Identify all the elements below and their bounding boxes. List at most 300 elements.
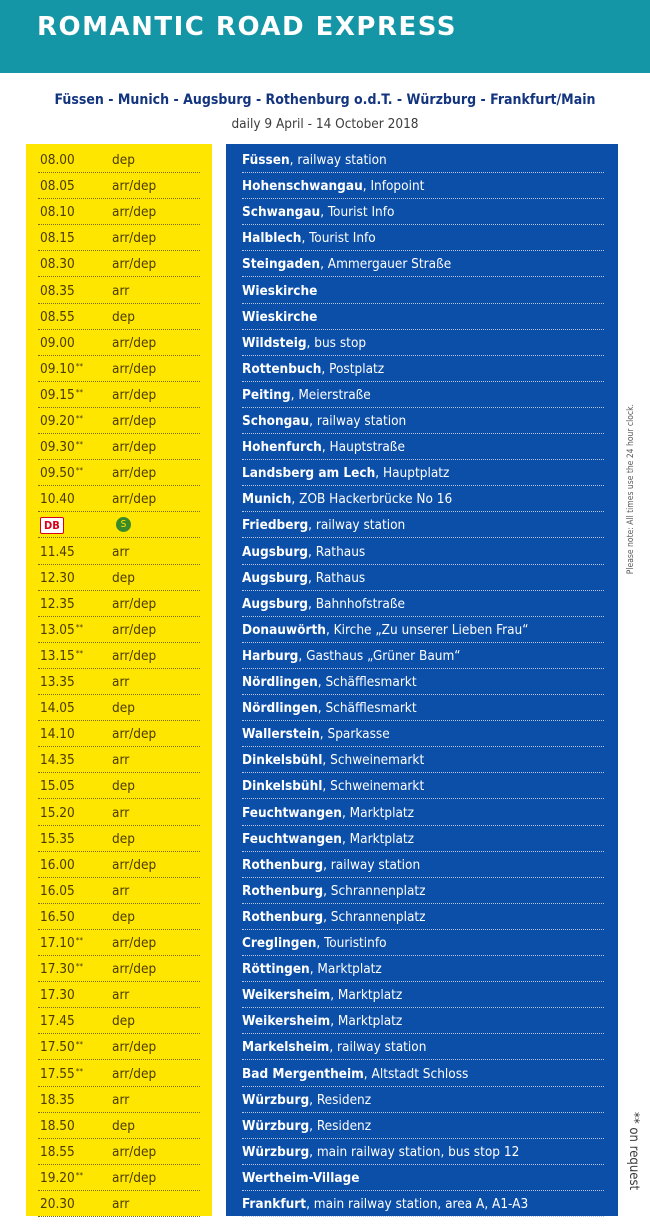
stop-location: , Meierstraße — [290, 387, 371, 403]
arr-dep-label: arr — [112, 1092, 130, 1108]
stop-cell — [242, 618, 604, 643]
departure-time — [40, 774, 75, 798]
departure-time — [40, 670, 75, 694]
departure-time — [40, 827, 75, 851]
stop-cell — [242, 1114, 604, 1139]
stop-location: , Ammergauer Straße — [320, 256, 452, 272]
time-cell — [38, 827, 200, 852]
time-cell — [38, 1192, 200, 1217]
arr-dep-label: arr/dep — [112, 335, 157, 351]
arr-dep-label: dep — [112, 309, 135, 325]
arr-dep-label: arr/dep — [112, 491, 157, 507]
time-value: 19.20 — [40, 1170, 75, 1186]
time-cell — [38, 1166, 200, 1191]
stop-town: Rothenburg — [242, 857, 324, 873]
stop-town: Munich — [242, 491, 292, 507]
time-value: 08.05 — [40, 178, 75, 194]
stop-location: , Residenz — [309, 1118, 372, 1134]
time-cell — [38, 748, 200, 773]
stop-cell — [242, 435, 604, 460]
stop-location: , Infopoint — [362, 178, 425, 194]
stop-town: Weikersheim — [242, 1013, 331, 1029]
stop-town: Wildsteig — [242, 335, 307, 351]
stop-cell — [242, 801, 604, 826]
time-value: 09.50 — [40, 465, 75, 481]
arr-dep-label: arr/dep — [112, 256, 157, 272]
time-cell — [38, 931, 200, 956]
departure-time — [40, 566, 75, 590]
stop-town: Harburg — [242, 648, 299, 664]
departure-time — [40, 435, 83, 459]
time-cell — [38, 1062, 200, 1087]
departure-time — [40, 1192, 75, 1216]
stop-town: Wieskirche — [242, 309, 318, 325]
time-cell — [38, 644, 200, 669]
stop-cell — [242, 331, 604, 356]
departure-time — [40, 200, 75, 224]
arr-dep-label: arr — [112, 752, 130, 768]
arr-dep-label: arr/dep — [112, 1039, 157, 1055]
stop-location: , main railway station, area A, A1-A3 — [306, 1196, 529, 1212]
stop-cell — [242, 1062, 604, 1087]
time-cell — [38, 331, 200, 356]
time-cell — [38, 905, 200, 930]
departure-time — [40, 644, 83, 668]
time-value: 18.35 — [40, 1092, 75, 1108]
header-banner — [0, 0, 650, 73]
stop-cell — [242, 827, 604, 852]
departure-time — [40, 540, 75, 564]
stop-cell — [242, 1088, 604, 1113]
stop-location: , Schäfflesmarkt — [317, 674, 417, 690]
time-cell — [38, 696, 200, 721]
time-value: 14.10 — [40, 726, 75, 742]
time-value: 20.30 — [40, 1196, 75, 1212]
time-value: 18.55 — [40, 1144, 75, 1160]
stop-town: Landsberg am Lech — [242, 465, 376, 481]
time-cell — [38, 566, 200, 591]
arr-dep-label: arr — [112, 883, 130, 899]
on-request-marker: ** — [75, 440, 83, 449]
time-value: 08.00 — [40, 152, 75, 168]
time-cell — [38, 670, 200, 695]
stop-location: , Sparkasse — [319, 726, 390, 742]
time-cell — [38, 774, 200, 799]
departure-time — [40, 748, 75, 772]
arr-dep-label: arr/dep — [112, 961, 157, 977]
departure-time — [40, 696, 75, 720]
time-cell — [38, 618, 200, 643]
stop-town: Markelsheim — [242, 1039, 330, 1055]
time-value: 10.40 — [40, 491, 75, 507]
stop-location: , railway station — [309, 413, 407, 429]
arr-dep-label: arr/dep — [112, 387, 157, 403]
arr-dep-label: arr/dep — [112, 204, 157, 220]
time-value: 18.50 — [40, 1118, 75, 1134]
time-cell — [38, 409, 200, 434]
on-request-marker: ** — [75, 362, 83, 371]
arr-dep-label: dep — [112, 909, 135, 925]
arr-dep-label: dep — [112, 570, 135, 586]
stop-location: , railway station — [289, 152, 387, 168]
stop-cell — [242, 513, 604, 538]
time-cell — [38, 983, 200, 1008]
stop-cell — [242, 383, 604, 408]
stop-town: Peiting — [242, 387, 291, 403]
arr-dep-label: arr/dep — [112, 596, 157, 612]
time-cell — [38, 513, 200, 538]
time-cell — [38, 487, 200, 512]
departure-time — [40, 931, 83, 955]
time-value: 13.35 — [40, 674, 75, 690]
stop-cell — [242, 357, 604, 382]
departure-time — [40, 853, 75, 877]
stop-town: Wertheim-Village — [242, 1170, 360, 1186]
stop-location: , Rathaus — [308, 570, 366, 586]
stop-location: , Rathaus — [308, 544, 366, 560]
departure-time — [40, 905, 75, 929]
on-request-marker: ** — [75, 649, 83, 658]
route-subtitle: Füssen - Munich - Augsburg - Rothenburg o.d.T. - Würzburg - Frankfurt/Main — [54, 92, 596, 108]
arr-dep-label: arr/dep — [112, 361, 157, 377]
stop-town: Wieskirche — [242, 283, 318, 299]
stop-cell — [242, 174, 604, 199]
departure-time — [40, 1166, 83, 1190]
stop-location: , Marktplatz — [330, 987, 403, 1003]
stop-cell — [242, 1035, 604, 1060]
departure-time — [40, 331, 75, 355]
time-cell — [38, 174, 200, 199]
stop-town: Nördlingen — [242, 674, 318, 690]
departure-time — [40, 357, 83, 381]
stop-location: , bus stop — [306, 335, 367, 351]
stop-town: Hohenfurch — [242, 439, 322, 455]
time-value: 11.45 — [40, 544, 75, 560]
stop-location: , Schrannenplatz — [323, 883, 426, 899]
stop-town: Röttingen — [242, 961, 310, 977]
stop-location: , Hauptplatz — [375, 465, 450, 481]
time-cell — [38, 226, 200, 251]
stop-location: , railway station — [329, 1039, 427, 1055]
stop-town: Augsburg — [242, 544, 309, 560]
time-value: 09.20 — [40, 413, 75, 429]
arr-dep-label: arr — [112, 283, 130, 299]
stop-town: Creglingen — [242, 935, 317, 951]
departure-time — [40, 279, 75, 303]
departure-time — [40, 1035, 83, 1059]
arr-dep-label: dep — [112, 700, 135, 716]
on-request-marker: ** — [75, 414, 83, 423]
time-value: 17.45 — [40, 1013, 75, 1029]
stop-town: Augsburg — [242, 596, 309, 612]
stop-location: , Bahnhofstraße — [308, 596, 405, 612]
arr-dep-label: arr/dep — [112, 465, 157, 481]
time-value: 08.55 — [40, 309, 75, 325]
stop-cell — [242, 696, 604, 721]
on-request-marker: ** — [75, 466, 83, 475]
departure-time — [40, 1088, 75, 1112]
stop-location: , Tourist Info — [320, 204, 395, 220]
arr-dep-label: arr/dep — [112, 648, 157, 664]
stop-cell — [242, 279, 604, 304]
24-hour-note: Please note: All times use the 24 hour clock. — [626, 404, 636, 575]
stop-town: Nördlingen — [242, 700, 318, 716]
arr-dep-label: arr — [112, 544, 130, 560]
time-cell — [38, 853, 200, 878]
stop-cell — [242, 1140, 604, 1165]
stop-location: , Schweinemarkt — [322, 752, 425, 768]
time-cell — [38, 1009, 200, 1034]
page-title: ROMANTIC ROAD EXPRESS — [37, 12, 458, 42]
departure-time — [40, 592, 75, 616]
stop-location: , Schrannenplatz — [323, 909, 426, 925]
on-request-marker: ** — [75, 623, 83, 632]
stop-town: Rottenbuch — [242, 361, 322, 377]
stop-location: , Gasthaus „Grüner Baum“ — [298, 648, 461, 664]
stop-cell — [242, 983, 604, 1008]
time-value: 15.35 — [40, 831, 75, 847]
departure-time — [40, 409, 83, 433]
departure-time — [40, 487, 75, 511]
departure-time — [40, 252, 75, 276]
stop-location: , Marktplatz — [330, 1013, 403, 1029]
stop-cell — [242, 774, 604, 799]
departure-time — [40, 148, 75, 172]
time-cell — [38, 879, 200, 904]
on-request-marker: ** — [75, 1067, 83, 1076]
time-value: 14.05 — [40, 700, 75, 716]
arr-dep-label: arr/dep — [112, 622, 157, 638]
stop-town: Donauwörth — [242, 622, 326, 638]
departure-time — [40, 801, 75, 825]
stop-location: , Residenz — [309, 1092, 372, 1108]
arr-dep-label: arr/dep — [112, 439, 157, 455]
time-cell — [38, 200, 200, 225]
stop-location: , Schäfflesmarkt — [317, 700, 417, 716]
time-value: 13.05 — [40, 622, 75, 638]
arr-dep-label: arr/dep — [112, 1170, 157, 1186]
stop-cell — [242, 148, 604, 173]
stop-location: , Tourist Info — [301, 230, 376, 246]
stop-cell — [242, 226, 604, 251]
stop-town: Rothenburg — [242, 883, 324, 899]
stop-location: , Postplatz — [321, 361, 385, 377]
time-value: 15.05 — [40, 778, 75, 794]
arr-dep-label: arr/dep — [112, 413, 157, 429]
time-value: 17.50 — [40, 1039, 75, 1055]
stop-location: , Marktplatz — [309, 961, 382, 977]
time-value: 14.35 — [40, 752, 75, 768]
time-cell — [38, 1140, 200, 1165]
stop-cell — [242, 200, 604, 225]
stop-cell — [242, 305, 604, 330]
time-value: 16.00 — [40, 857, 75, 873]
arr-dep-label: arr/dep — [112, 857, 157, 873]
stop-cell — [242, 1192, 604, 1217]
time-cell — [38, 592, 200, 617]
stop-town: Halblech — [242, 230, 302, 246]
stop-town: Würzburg — [242, 1118, 310, 1134]
stop-town: Hohenschwangau — [242, 178, 363, 194]
stop-town: Augsburg — [242, 570, 309, 586]
departure-time — [40, 722, 75, 746]
time-cell — [38, 1114, 200, 1139]
stop-town: Steingaden — [242, 256, 321, 272]
on-request-note: ** on request — [626, 1112, 641, 1191]
time-value: 17.10 — [40, 935, 75, 951]
arr-dep-label: arr/dep — [112, 1066, 157, 1082]
stop-cell — [242, 252, 604, 277]
stop-town: Füssen — [242, 152, 290, 168]
arr-dep-label: arr/dep — [112, 935, 157, 951]
stop-cell — [242, 879, 604, 904]
stop-cell — [242, 487, 604, 512]
departure-time — [40, 1114, 75, 1138]
time-value: 08.10 — [40, 204, 75, 220]
stop-cell — [242, 931, 604, 956]
stop-town: Wallerstein — [242, 726, 320, 742]
stop-town: Dinkelsbühl — [242, 778, 323, 794]
stop-cell — [242, 1009, 604, 1034]
service-dates: daily 9 April - 14 October 2018 — [231, 116, 419, 132]
departure-time — [40, 983, 75, 1007]
stop-cell — [242, 592, 604, 617]
time-cell — [38, 540, 200, 565]
stop-town: Würzburg — [242, 1092, 310, 1108]
arr-dep-label: dep — [112, 1013, 135, 1029]
stop-location: , Hauptstraße — [321, 439, 405, 455]
time-value: 17.55 — [40, 1066, 75, 1082]
on-request-marker: ** — [75, 388, 83, 397]
time-value: 12.35 — [40, 596, 75, 612]
time-value: 08.30 — [40, 256, 75, 272]
stop-town: Schongau — [242, 413, 310, 429]
stop-town: Schwangau — [242, 204, 321, 220]
time-value: 16.05 — [40, 883, 75, 899]
arr-dep-label: arr — [112, 805, 130, 821]
departure-time — [40, 461, 83, 485]
arr-dep-label: arr/dep — [112, 230, 157, 246]
arr-dep-label: dep — [112, 1118, 135, 1134]
departure-time — [40, 305, 75, 329]
departure-time — [40, 957, 83, 981]
stop-location: , Marktplatz — [341, 805, 415, 821]
departure-time — [40, 383, 83, 407]
arr-dep-label: arr/dep — [112, 178, 157, 194]
stop-cell — [242, 461, 604, 486]
time-value: 17.30 — [40, 961, 75, 977]
stop-town: Friedberg — [242, 517, 309, 533]
stop-town: Weikersheim — [242, 987, 331, 1003]
stop-town: Feuchtwangen — [242, 805, 342, 821]
arr-dep-label: dep — [112, 831, 135, 847]
departure-time — [40, 879, 75, 903]
departure-time — [40, 618, 83, 642]
stop-location: , Altstadt Schloss — [363, 1066, 469, 1082]
time-value: 16.50 — [40, 909, 75, 925]
stop-location: , railway station — [323, 857, 421, 873]
time-value: 09.10 — [40, 361, 75, 377]
departure-time — [40, 1140, 75, 1164]
time-cell — [38, 461, 200, 486]
stop-location: , main railway station, bus stop 12 — [309, 1144, 520, 1160]
stop-town: Frankfurt — [242, 1196, 307, 1212]
stop-location: , Kirche „Zu unserer Lieben Frau“ — [325, 622, 529, 638]
departure-time — [40, 226, 75, 250]
stop-cell — [242, 957, 604, 982]
time-cell — [38, 279, 200, 304]
arr-dep-label: arr/dep — [112, 1144, 157, 1160]
on-request-marker: ** — [75, 1171, 83, 1180]
stop-location: , Schweinemarkt — [322, 778, 425, 794]
stop-cell — [242, 644, 604, 669]
arr-dep-label: arr/dep — [112, 726, 157, 742]
stop-location: , ZOB Hackerbrücke No 16 — [291, 491, 453, 507]
on-request-marker: ** — [75, 1040, 83, 1049]
stop-location: , Marktplatz — [341, 831, 415, 847]
arr-dep-label: arr — [112, 674, 130, 690]
stop-town: Rothenburg — [242, 909, 324, 925]
stop-cell — [242, 853, 604, 878]
time-value: 08.35 — [40, 283, 75, 299]
s-bahn-icon: S — [116, 517, 131, 532]
stop-location: , Touristinfo — [316, 935, 387, 951]
stop-cell — [242, 748, 604, 773]
time-value: 08.15 — [40, 230, 75, 246]
stop-location: , railway station — [308, 517, 406, 533]
time-value: 15.20 — [40, 805, 75, 821]
db-logo-icon: DB — [40, 517, 64, 534]
time-cell — [38, 1088, 200, 1113]
on-request-marker: ** — [75, 936, 83, 945]
stop-town: Bad Mergentheim — [242, 1066, 364, 1082]
arr-dep-label: arr — [112, 1196, 130, 1212]
time-cell — [38, 722, 200, 747]
time-cell — [38, 957, 200, 982]
arr-dep-label: dep — [112, 152, 135, 168]
time-cell — [38, 1035, 200, 1060]
stop-cell — [242, 905, 604, 930]
stop-cell — [242, 670, 604, 695]
time-cell — [38, 357, 200, 382]
time-value: 13.15 — [40, 648, 75, 664]
time-cell — [38, 435, 200, 460]
time-value: 09.30 — [40, 439, 75, 455]
on-request-marker: ** — [75, 962, 83, 971]
time-value: 09.00 — [40, 335, 75, 351]
departure-time — [40, 1009, 75, 1033]
stop-town: Würzburg — [242, 1144, 310, 1160]
departure-time — [40, 1062, 83, 1086]
time-cell — [38, 801, 200, 826]
time-value: 12.30 — [40, 570, 75, 586]
stop-cell — [242, 566, 604, 591]
stop-cell — [242, 722, 604, 747]
time-cell — [38, 148, 200, 173]
time-cell — [38, 252, 200, 277]
stop-cell — [242, 540, 604, 565]
time-value: 09.15 — [40, 387, 75, 403]
stop-cell — [242, 1166, 604, 1191]
time-cell — [38, 305, 200, 330]
stop-cell — [242, 409, 604, 434]
time-cell — [38, 383, 200, 408]
stop-town: Feuchtwangen — [242, 831, 342, 847]
departure-time — [40, 174, 75, 198]
time-value: 17.30 — [40, 987, 75, 1003]
arr-dep-label: arr — [112, 987, 130, 1003]
arr-dep-label: dep — [112, 778, 135, 794]
